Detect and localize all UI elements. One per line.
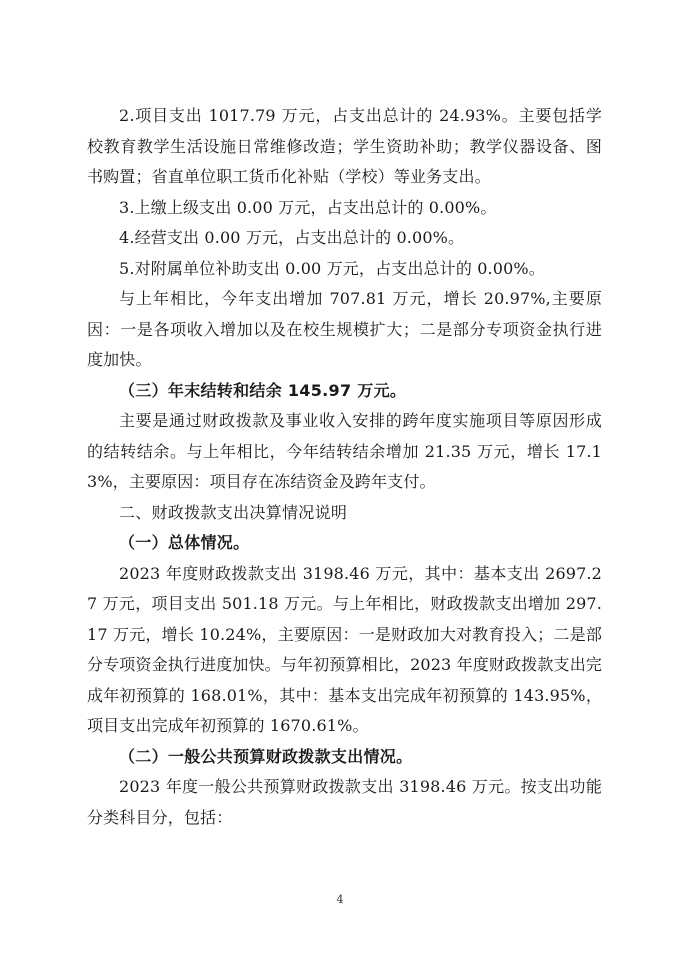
heading-overall: （一）总体情况。: [119, 533, 250, 552]
paragraph-general-budget-detail: 2023 年度一般公共预算财政拨款支出 3198.46 万元。按支出功能分类科目分，包括：: [87, 777, 602, 827]
heading-section-two: 二、财政拨款支出决算情况说明: [119, 502, 348, 522]
heading-year-end-balance: （三）年末结转和结余 145.97 万元。: [119, 380, 407, 400]
paragraph-subsidiary-subsidy: 5.对附属单位补助支出 0.00 万元，占支出总计的 0.00%。: [119, 258, 545, 278]
paragraph-balance-explanation: 主要是通过财政拨款及事业收入安排的跨年度实施项目等原因形成的结转结余。与上年相比，今年结转结余增加 21.35 万元，增长 17.13%，主要原因：项目存在冻结资金及跨年支付。: [87, 411, 602, 491]
paragraph-year-comparison: 与上年相比，今年支出增加 707.81 万元，增长 20.97%,主要原因：一是各项收入增加以及在校生规模扩大；二是部分专项资金执行进度加快。: [87, 289, 602, 369]
paragraph-operating-expenditure: 4.经营支出 0.00 万元，占支出总计的 0.00%。: [119, 228, 465, 247]
paragraph-project-expenditure: 2.项目支出 1017.79 万元，占支出总计的 24.93%。主要包括学校教育教学生活设施日常维修改造；学生资助补助；教学仪器设备、图书购置；省直单位职工货币化补贴（学校）等业务支出。: [87, 106, 602, 186]
paragraph-remit-upper: 3.上缴上级支出 0.00 万元，占支出总计的 0.00%。: [119, 197, 497, 217]
page-number: 4: [336, 893, 344, 906]
paragraph-overall-detail: 2023 年度财政拨款支出 3198.46 万元，其中：基本支出 2697.27 万元，项目支出 501.18 万元。与上年相比，财政拨款支出增加 297.17 万元，增长 10.24%，主要原因：一是财政加大对教育投入；二是部分专项资金执行进度加快。与年初预算相比，2023 年度财政拨款支出完成年初预算的 168.01%，其中：基本支出完成年初预算的 143.95%，项目支出完成年初预算的 1670.61%。: [87, 563, 602, 735]
heading-general-budget: （二）一般公共预算财政拨款支出情况。: [119, 746, 413, 766]
document-body: [87, 101, 602, 833]
